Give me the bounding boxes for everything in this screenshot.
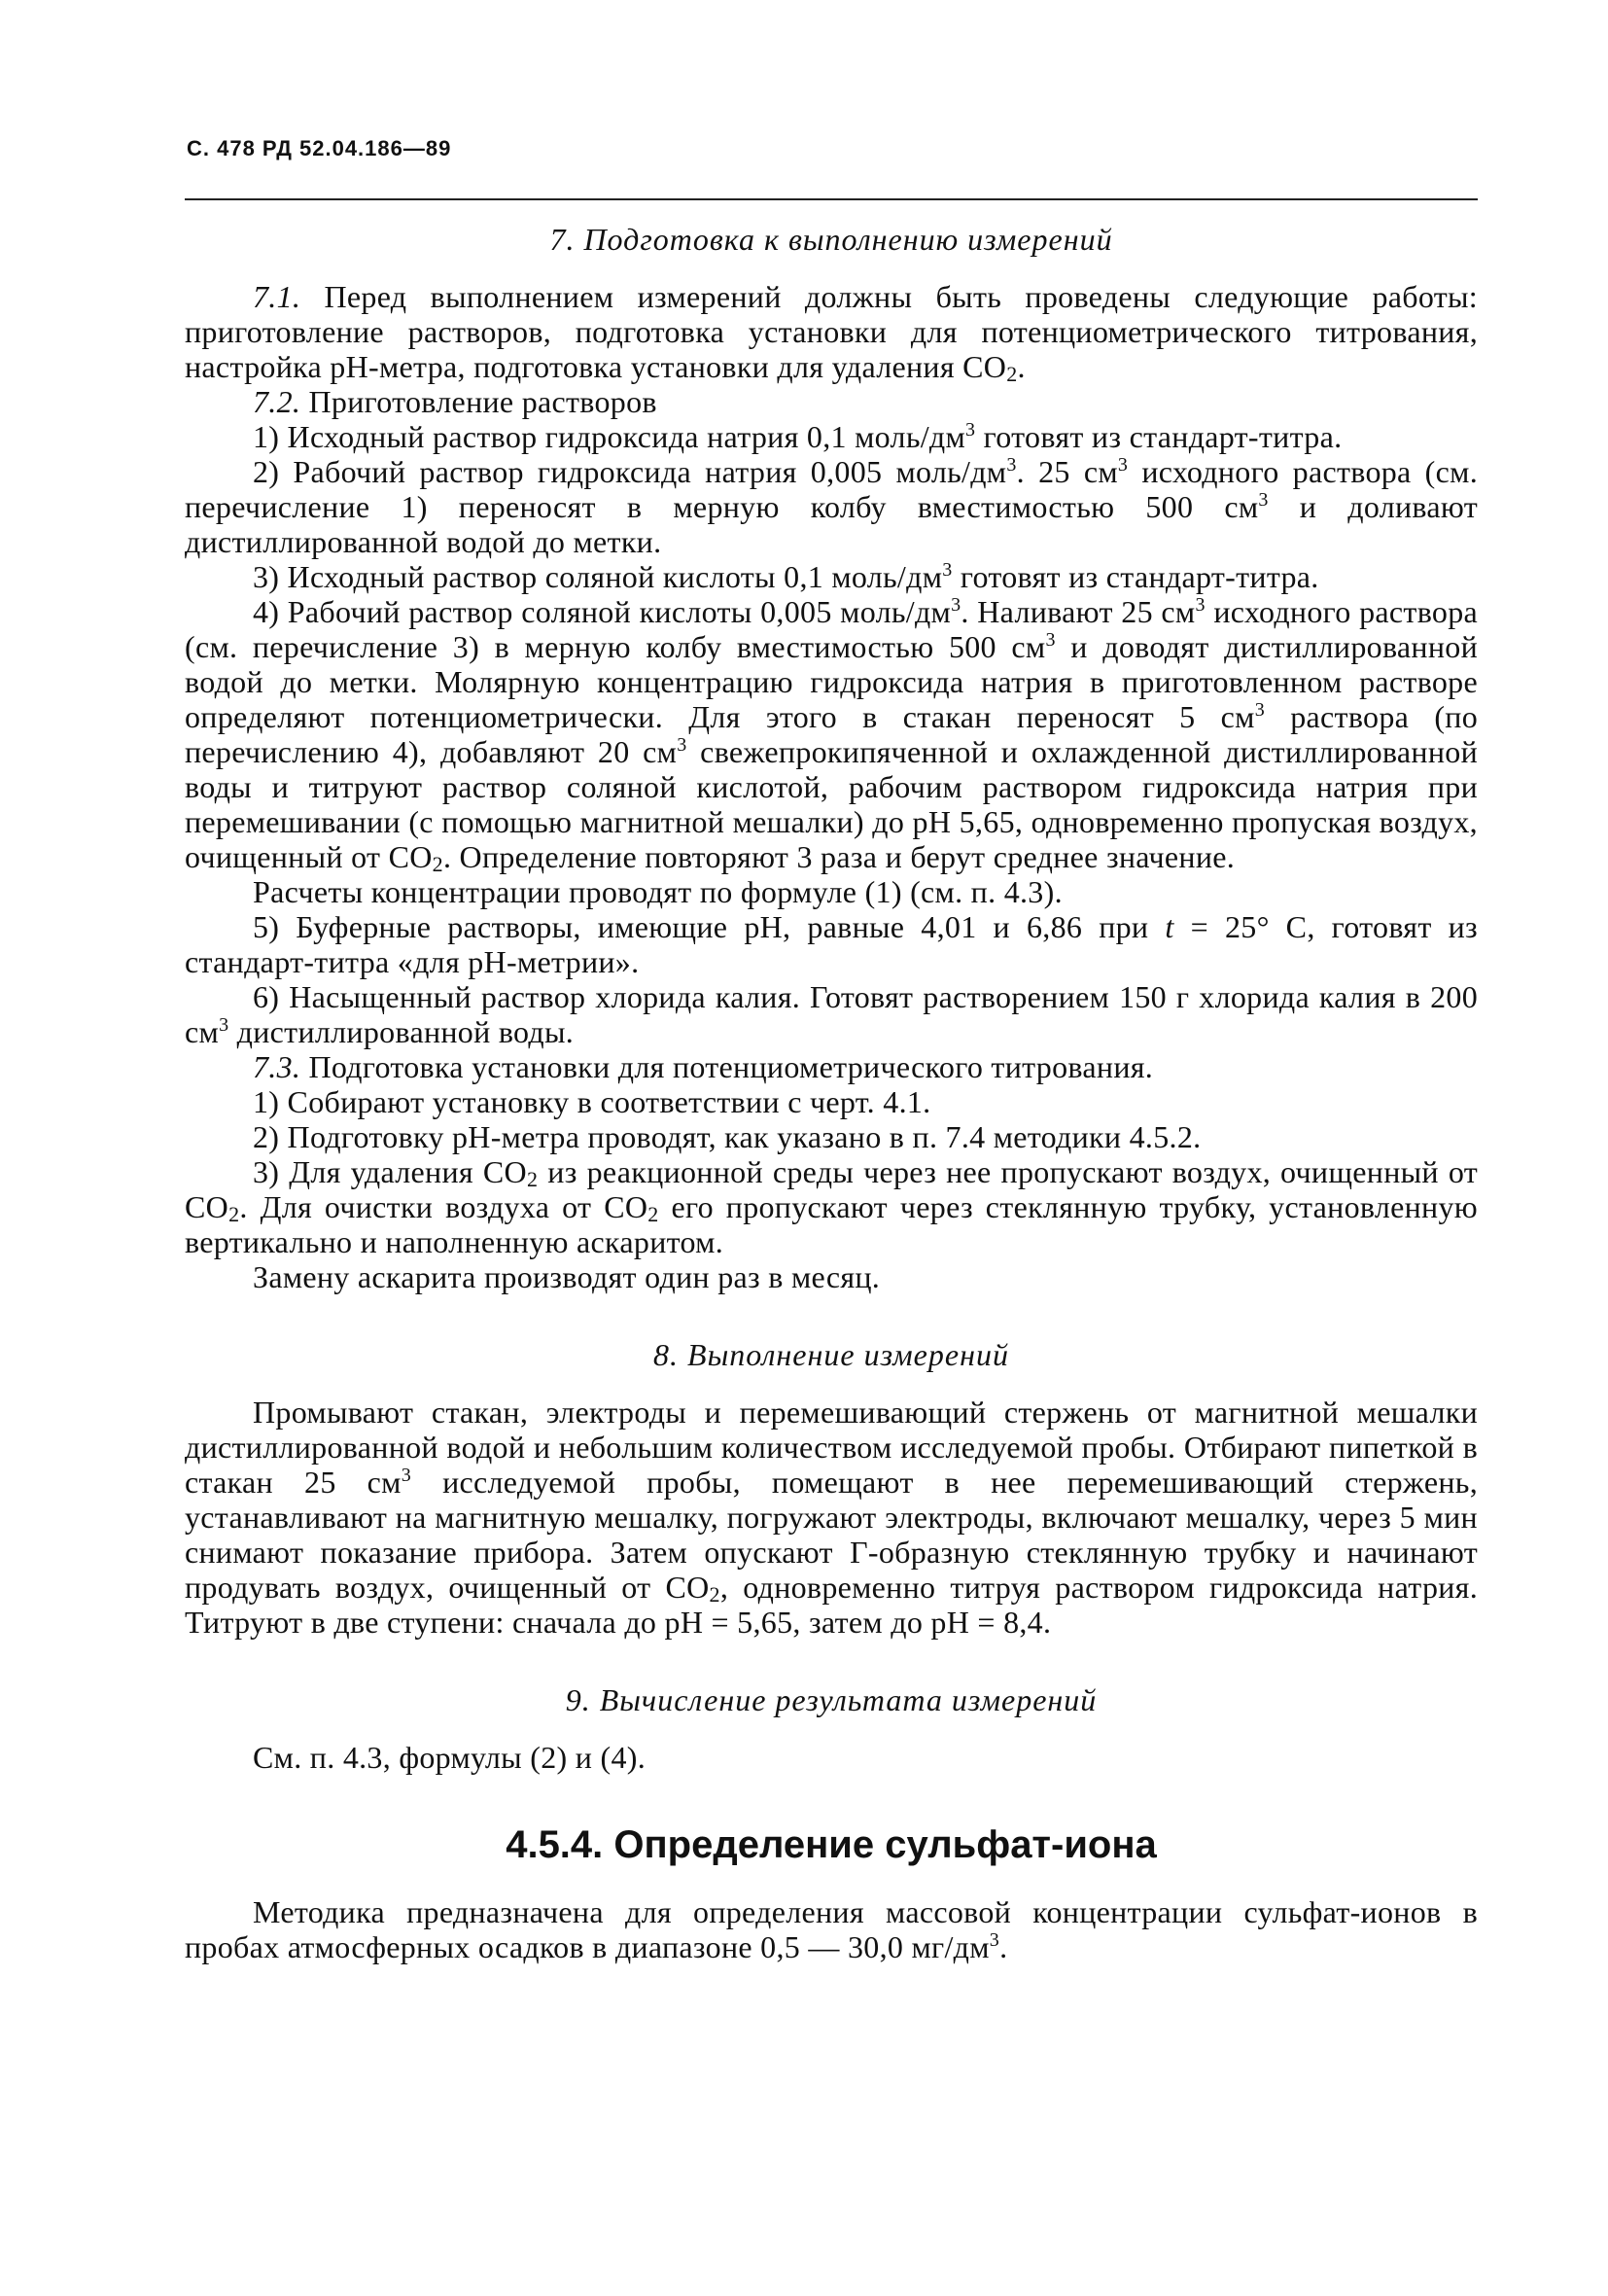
text-run: готовят из стандарт-титра. (952, 559, 1319, 594)
list-item-5 (185, 909, 1478, 979)
spacer (185, 1640, 1478, 1667)
text-run: и доводят дистиллированной водой до метки. Молярную концентрацию гидроксида натрия в приготовленном растворе определяют потенциометрически. Для этого в стакан переносят 5 см (185, 629, 1479, 734)
paragraph-7-2 (185, 384, 1478, 419)
list-item-2 (185, 454, 1478, 559)
section-8-paragraph (185, 1395, 1478, 1640)
clause-7-2-text: Приготовление растворов (300, 384, 657, 419)
list-item-4 (185, 594, 1478, 874)
subscript-2: 2 (709, 1582, 720, 1607)
subscript-2: 2 (432, 852, 443, 876)
text-run: Промывают стакан, электроды и перемешивающий стержень от магнитной мешалки дистиллированной водой и небольшим количеством исследуемой пробы. Отбирают пипеткой в стакан 25 см (185, 1395, 1478, 1500)
method-4-5-4-heading: 4.5.4. Определение сульфат-иона (506, 1823, 1157, 1866)
spacer (185, 1775, 1478, 1802)
setup-step-2: 2) Подготовку pH-метра проводят, как указано в п. 7.4 методики 4.5.2. (253, 1119, 1202, 1154)
text-run: Методика предназначена для определения массовой концентрации сульфат-ионов в пробах атмосферных осадков в диапазоне 0,5 — 30,0 мг/дм (185, 1894, 1478, 1964)
text-run: 6) Насыщенный раствор хлорида калия. Готовят растворением 150 г хлорида калия в 200 см (185, 979, 1478, 1049)
setup-step-1: 1) Собирают установку в соответствии с черт. 4.1. (253, 1084, 931, 1119)
document-page (185, 136, 1478, 1964)
text-run: . Наливают 25 см (961, 594, 1196, 629)
clause-7-1-text: Перед выполнением измерений должны быть проведены следующие работы: приготовление растворов, подготовка установки для потенциометрического титрования, настройка pH-метра, подготовка установки для удаления CO (185, 279, 1478, 384)
text-run: . (999, 1929, 1008, 1964)
text-run: его пропускают через стеклянную трубку, установленную вертикально и наполненную аскаритом. (185, 1189, 1478, 1259)
superscript-3: 3 (965, 419, 976, 441)
text-run: 1) Исходный раствор гидроксида натрия 0,1 моль/дм (253, 419, 966, 454)
header-rule (185, 198, 1478, 200)
section-9-paragraph: См. п. 4.3, формулы (2) и (4). (253, 1740, 647, 1775)
text-run: и доливают дистиллированной водой до метки. (185, 489, 1478, 559)
method-4-5-4-paragraph (185, 1894, 1478, 1964)
superscript-3: 3 (1006, 454, 1017, 476)
subscript-2: 2 (526, 1167, 539, 1191)
text-run: исходного раствора (см. перечисление 3) в мерную колбу вместимостью 500 см (185, 594, 1479, 664)
text-run: исходного раствора (см. перечисление 1) переносят в мерную колбу вместимостью 500 см (185, 454, 1478, 524)
superscript-3: 3 (942, 559, 953, 581)
clause-7-2-number: 7.2. (253, 384, 301, 419)
text-run: 5) Буферные растворы, имеющие pH, равные 4,01 и 6,86 при (253, 909, 1166, 944)
superscript-3: 3 (401, 1465, 412, 1486)
text-run: дистиллированной воды. (228, 1014, 575, 1049)
superscript-3: 3 (951, 594, 961, 616)
running-header: С. 478 РД 52.04.186—89 (187, 136, 452, 160)
clause-7-3-text: Подготовка установки для потенциометрического титрования. (300, 1049, 1154, 1084)
paragraph-7-3 (185, 1049, 1478, 1084)
text-run: свежепрокипяченной и охлажденной дистиллированной воды и титруют раствор соляной кислотой, рабочим раствором гидроксида натрия при перемешивании (с помощью магнитной мешалки) до pH 5,65, одновременно пропуская воздух, очищенный от CO (185, 734, 1478, 874)
temperature-symbol: t (1165, 909, 1174, 944)
subscript-2: 2 (228, 1202, 240, 1226)
setup-step-3 (185, 1154, 1478, 1259)
subscript-2: 2 (1006, 362, 1018, 386)
paragraph-7-1 (185, 279, 1478, 384)
text-run: . Для очистки воздуха от CO (239, 1189, 648, 1224)
superscript-3: 3 (1258, 489, 1269, 511)
text-run: , одновременно титруя раствором гидроксида натрия. Титруют в две ступени: сначала до pH = 5,65, затем до pH = 8,4. (185, 1570, 1478, 1640)
text-run: 3) Для удаления CO (253, 1154, 527, 1189)
clause-7-1-number: 7.1. (253, 279, 301, 314)
list-item-1 (185, 419, 1478, 454)
ascarite-note: Замену аскарита производят один раз в месяц. (253, 1259, 881, 1294)
superscript-3: 3 (1045, 629, 1056, 651)
clause-7-1-end: . (1017, 349, 1026, 384)
calc-note: Расчеты концентрации проводят по формуле (1) (см. п. 4.3). (253, 874, 1063, 909)
text-run: из реакционной среды через нее пропускают воздух, очищенный от CO (185, 1154, 1478, 1224)
section-7-title: 7. Подготовка к выполнению измерений (549, 222, 1113, 257)
superscript-3: 3 (219, 1014, 229, 1036)
spacer (185, 1294, 1478, 1322)
text-run: раствора (по перечислению 4), добавляют 20 см (185, 699, 1479, 769)
superscript-3: 3 (1117, 454, 1129, 476)
subscript-2: 2 (647, 1202, 659, 1226)
superscript-3: 3 (989, 1929, 1000, 1951)
list-item-6 (185, 979, 1478, 1049)
section-9-title: 9. Вычисление результата измерений (565, 1682, 1098, 1717)
text-run: . Определение повторяют 3 раза и берут среднее значение. (442, 839, 1236, 874)
superscript-3: 3 (1195, 594, 1206, 616)
text-run: 3) Исходный раствор соляной кислоты 0,1 моль/дм (253, 559, 943, 594)
section-8-title: 8. Выполнение измерений (653, 1337, 1009, 1372)
text-run: исследуемой пробы, помещают в нее перемешивающий стержень, устанавливают на магнитную мешалку, погружают электроды, включают мешалку, через 5 мин снимают показание прибора. Затем опускают Г-образную стеклянную трубку и начинают продувать воздух, очищенный от CO (185, 1465, 1478, 1605)
superscript-3: 3 (1254, 699, 1266, 721)
text-run: 4) Рабочий раствор соляной кислоты 0,005 моль/дм (253, 594, 952, 629)
list-item-3 (185, 559, 1478, 594)
text-run: = 25° C, готовят из стандарт-титра «для pH-метрии». (185, 909, 1478, 979)
text-run: 2) Рабочий раствор гидроксида натрия 0,005 моль/дм (253, 454, 1007, 489)
text-run: . 25 см (1016, 454, 1118, 489)
clause-7-3-number: 7.3. (253, 1049, 301, 1084)
superscript-3: 3 (677, 734, 687, 756)
text-run: готовят из стандарт-титра. (975, 419, 1343, 454)
